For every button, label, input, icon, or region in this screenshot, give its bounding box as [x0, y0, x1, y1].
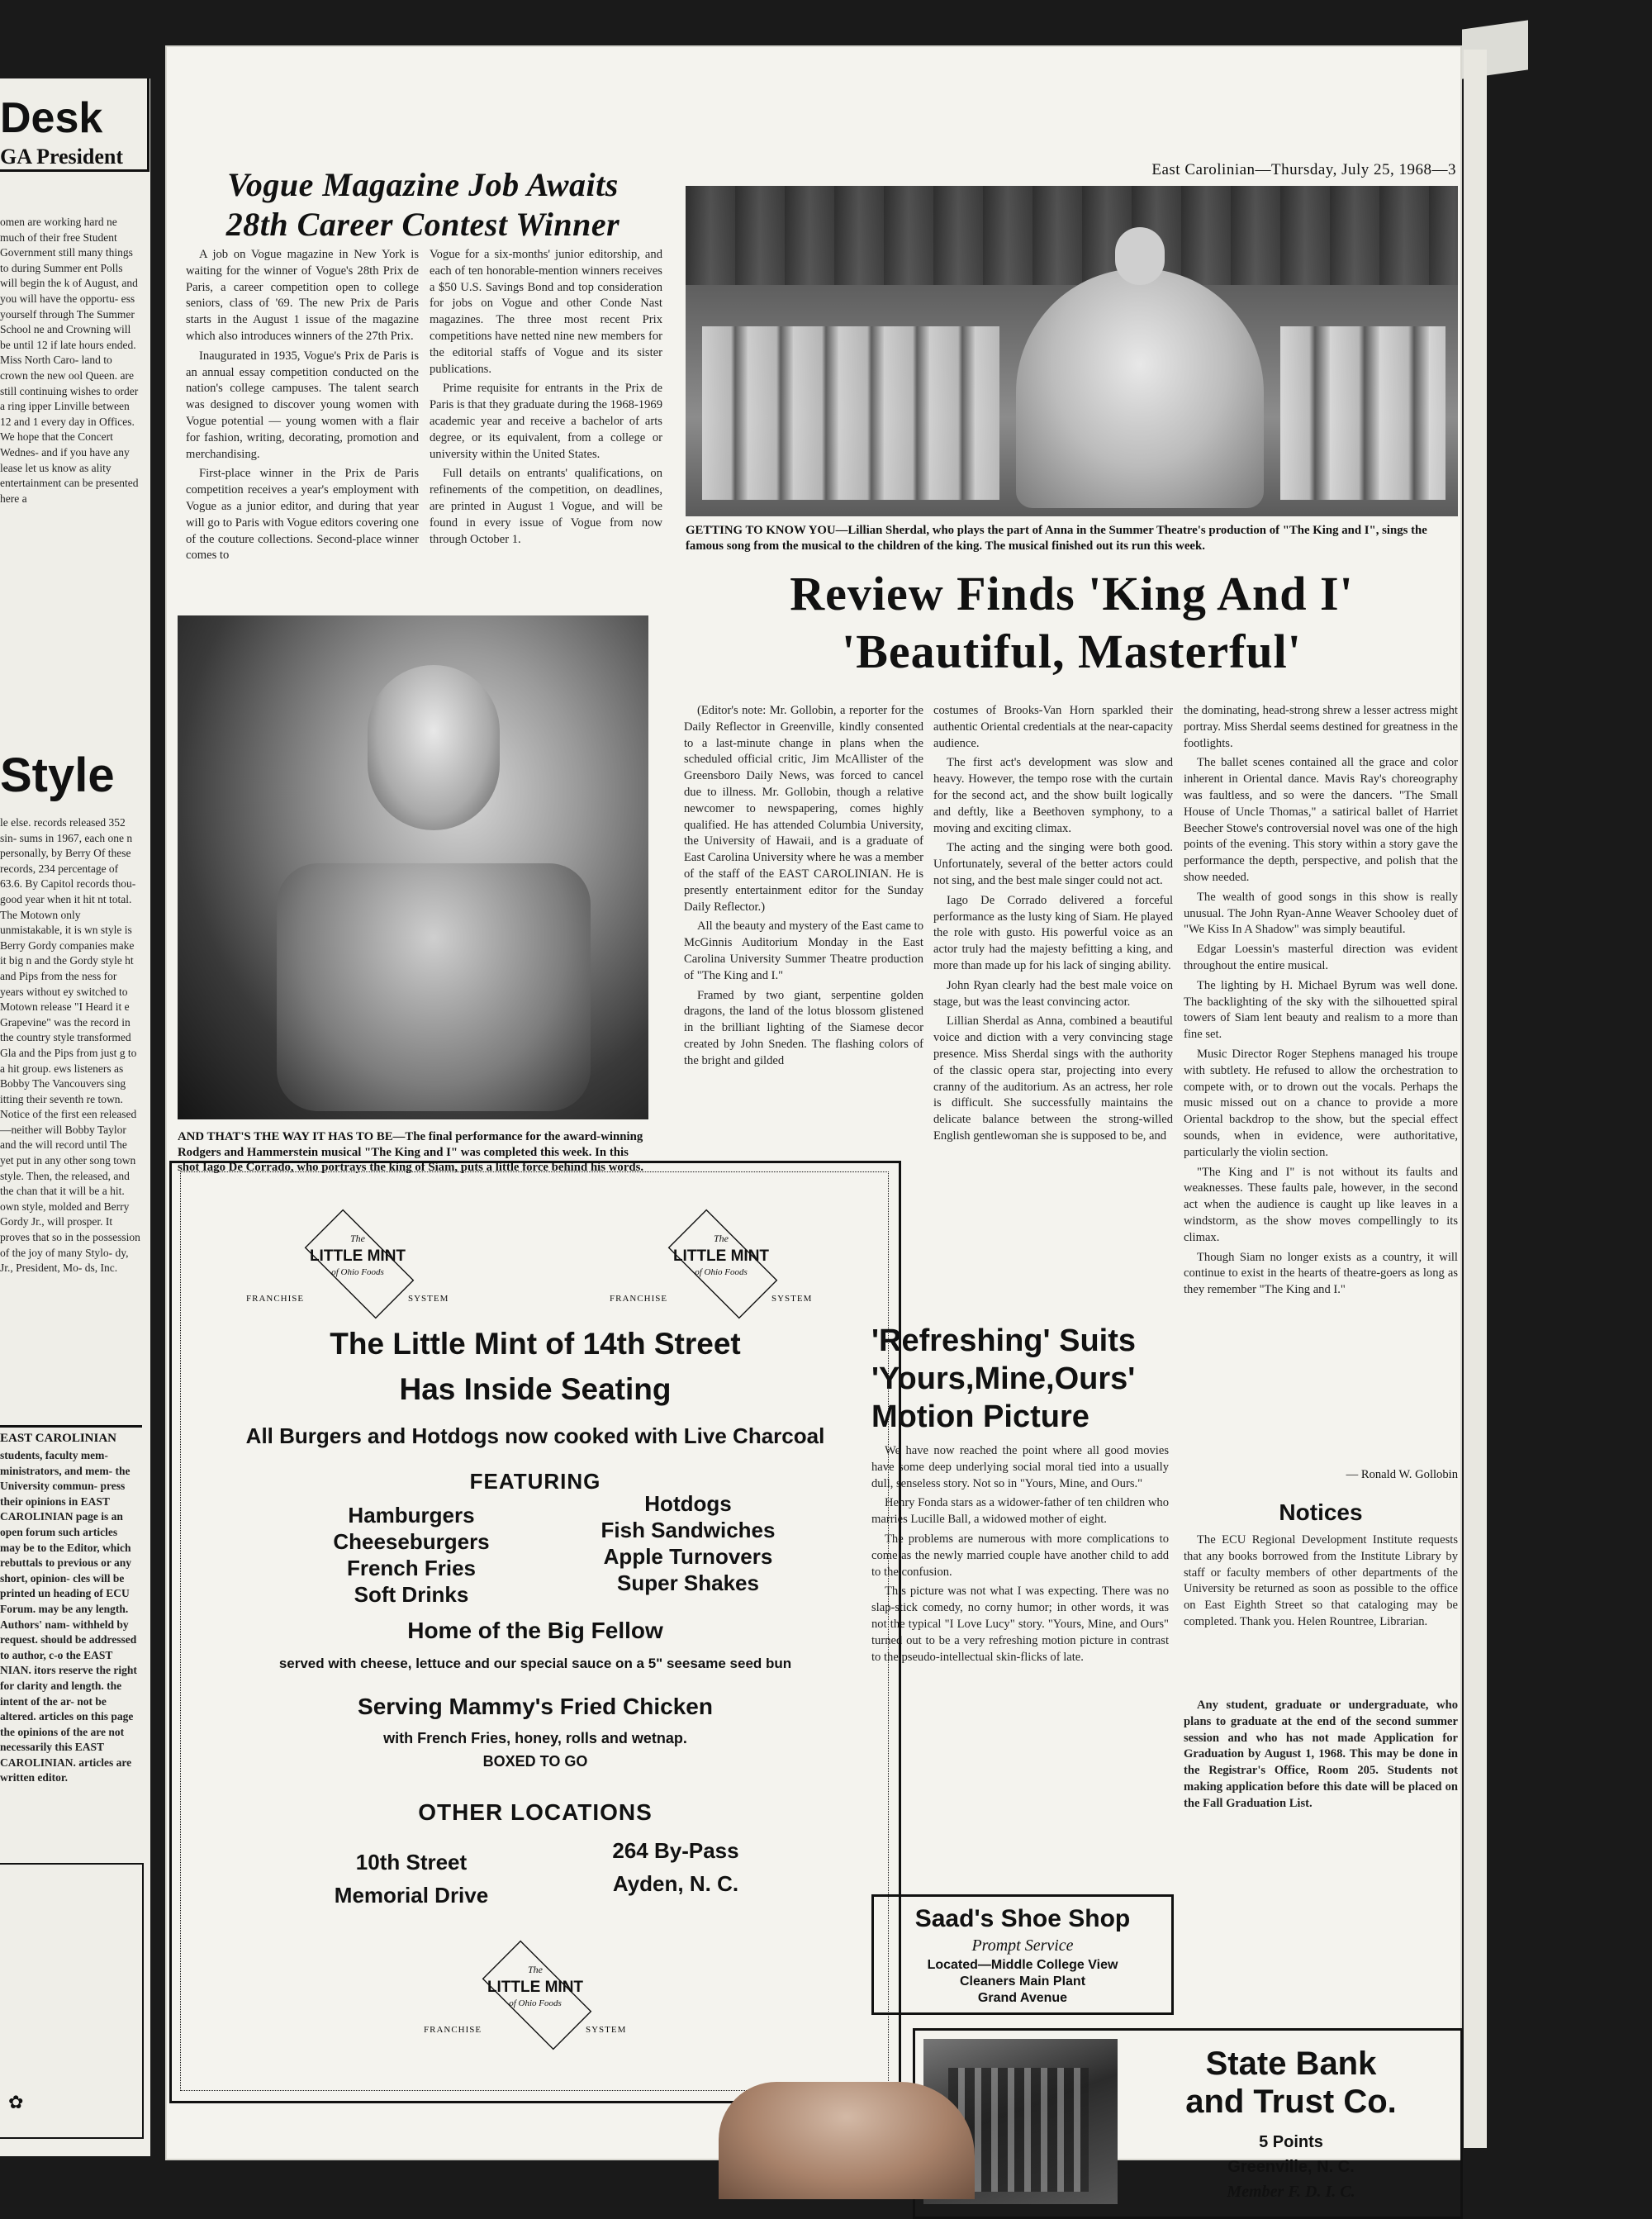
- previous-page-strip: [0, 78, 150, 2156]
- little-mint-logo-1: [246, 1221, 469, 1312]
- left-divider: [0, 1425, 142, 1428]
- paragraph: Iago De Corrado delivered a forceful performance as the lusty king of Siam. He played the role with gusto. His powerful voice as an actor truly had the majesty befitting a king, and more than made up for his lack of singing ability.: [933, 893, 1173, 972]
- location-item: Memorial Drive: [334, 1883, 489, 1908]
- logo-name: LITTLE MINT: [309, 1247, 406, 1265]
- little-mint-ad: [169, 1161, 901, 2103]
- mint-served: served with cheese, lettuce and our special sauce on a 5" seesame seed bun: [278, 1656, 792, 1671]
- mint-chicken-sub: with French Fries, honey, rolls and wetnap.: [383, 1730, 687, 1746]
- paragraph: The problems are numerous with more complications to come as the newly married couple have another child to add to the confusion.: [871, 1532, 1169, 1579]
- menu-item: Hamburgers: [348, 1503, 475, 1528]
- paragraph: costumes of Brooks-Van Horn sparkled their authentic Oriental credentials at the near-capacity audience.: [933, 704, 1173, 750]
- vogue-col-1: [186, 247, 419, 637]
- left-col-c: students, faculty mem- ministrators, and mem- the University commun- press their opinions in EAST CAROLINIAN page is an open forum such articles may be to the Editor, which rebuttals to previous or any short, opinion- cles will be printed un heading of ECU Forum. may be any length. Authors' nam- withheld by request. should be addressed to author, c-o the EAST NIAN. itors reserve the right for clarity and length. the intent of the ar- not be altered. articles on this page the opinions of the are not necessarily this EAST CAROLINIAN. articles are written editor.: [0, 1449, 137, 1784]
- photo-king-of-siam: [178, 615, 648, 1119]
- paragraph: Any student, graduate or undergraduate, who plans to graduate at the end of the second summer session and who has not made Application for Graduation by August 1, 1968. This may be done in the Registrar's Office, Room 205. Students not making application before this date will be placed on the Fall Graduation List.: [1184, 1699, 1458, 1810]
- review-headline-2: 'Beautiful, Masterful': [842, 625, 1302, 678]
- left-ad-box: [0, 1863, 144, 2139]
- paragraph: John Ryan clearly had the best male voice on stage, but was the least convincing actor.: [933, 978, 1173, 1009]
- movie-body: [871, 1443, 1169, 1889]
- movie-headline-1: 'Refreshing' Suits: [871, 1323, 1137, 1358]
- logo-system: SYSTEM: [408, 1294, 449, 1304]
- bank-name-2: and Trust Co.: [1185, 2084, 1397, 2120]
- caption-text: —The final performance for the award-winning Rodgers and Hammerstein musical "The King and I" was completed this week. In this shot Iago De Corrado, who portrays the king of Siam, puts a little force behind his words.: [178, 1130, 644, 1174]
- left-col-b: le else. records released 352 sin- sums in 1967, each one n personally, by Berry Of these records, 234 percentage of 63.6. By Capitol records thou- good year when it hit nt total. The Motown only unmistakable, it is wn style is Berry Gordy companies make it big n and the Gordy style ht and Pips from the ness for years without ey switched to Motown release "I Heard it e Grapevine" was the record in the country style transformed Gla and the Pips from just g to a hit group. ews listeners as Bobby The Vancouvers sing itting their seventh re town. Notice of the first een released—neither will Bobby Taylor and the will record until The yet put in any other song town style. Then, the released, and the chan that it will be a hit. own style, molded and Berry Gordy Jr., will prosper. It proves that so in the possession of the joy of many Stylo- dy, Jr., President, Mo- ds, Inc.: [0, 816, 140, 1275]
- movie-headline-2: 'Yours,Mine,Ours': [871, 1361, 1136, 1396]
- paragraph: A job on Vogue magazine in New York is waiting for the winner of Vogue's 28th Prix de Paris, a career competition open to college seniors, class of '69. The new Prix de Paris starts in the August 1 issue of the magazine which also introduces winners of the 27th Prix.: [186, 248, 419, 343]
- menu-item: Cheeseburgers: [333, 1529, 490, 1554]
- saads-tagline: Prompt Service: [971, 1936, 1074, 1955]
- paragraph: The acting and the singing were both good. Unfortunately, several of the better actors could not sing, and the best male singer could not act.: [933, 841, 1173, 887]
- review-col-2: [933, 703, 1173, 1316]
- newspaper-page: [165, 45, 1462, 2201]
- paragraph: "The King and I" is not without its faults and weaknesses. These faults pale, however, in the second act when the audience is caught up like leaves in a windstorm, as the show moves compellingly to its climax.: [1184, 1165, 1458, 1244]
- anna-gown: [1016, 268, 1264, 508]
- caption-lead: AND THAT'S THE WAY IT HAS TO BE: [178, 1130, 393, 1143]
- mint-charcoal: All Burgers and Hotdogs now cooked with Live Charcoal: [245, 1423, 825, 1448]
- paragraph: Edgar Loessin's masterful direction was evident throughout the entire musical.: [1184, 943, 1458, 972]
- paragraph: Henry Fonda stars as a widower-father of ten children who marries Lucille Ball, a widowed mother of eight.: [871, 1496, 1169, 1527]
- mint-items-right: [564, 1490, 812, 1596]
- little-mint-logo-2: [610, 1221, 833, 1312]
- paragraph: Inaugurated in 1935, Vogue's Prix de Paris is an annual essay competition conducted on the nation's college campuses. The talent search was designed to discover young women with Vogue potential — young women with a flair for fashion, writing, decorating, promotion and merchandising.: [186, 349, 419, 461]
- desk-box: [0, 78, 150, 172]
- caption-lead: GETTING TO KNOW YOU: [686, 524, 836, 537]
- mint-chicken: Serving Mammy's Fried Chicken: [358, 1694, 713, 1719]
- children-left: [702, 326, 999, 500]
- movie-headline-3: Motion Picture: [871, 1399, 1089, 1434]
- paragraph: Though Siam no longer exists as a country, it will continue to exist in the hearts of theatre-goers as long as they remember "The King and I.": [1184, 1250, 1458, 1297]
- logo-sub: of Ohio Foods: [509, 1998, 562, 2008]
- paragraph: Prime requisite for entrants in the Prix de Paris is that they graduate during the 1968-1969 academic year and receive a bachelor of arts degree, or its equivalent, from a college or university within the United States.: [430, 382, 662, 461]
- bank-member: Member F. D. I. C.: [1227, 2183, 1355, 2201]
- saads-line3: Grand Avenue: [977, 1991, 1068, 2005]
- folio-line: East Carolinian—Thursday, July 25, 1968—3: [1151, 161, 1456, 178]
- paragraph: Music Director Roger Stephens managed his troupe with subtlety. He refused to allow the orchestration to compete with, or to drown out the vocals. Perhaps the music missed out on a chance to provide a more Oriental backdrop to the show, but the special effect sounds, when in evidence, were authoritative, particularly the violin section.: [1184, 1047, 1458, 1159]
- paragraph: All the beauty and mystery of the East came to McGinnis Auditorium Monday in the East Carolina University Summer Theatre production of "The King and I.": [684, 919, 923, 982]
- paragraph: Framed by two giant, serpentine golden dragons, the land of the lotus blossom glistened in the brilliant lighting of the Siamese decor created by John Sneden. The flashing colors of the bright and gilded: [684, 988, 923, 1067]
- review-col-1: [684, 703, 923, 1233]
- saads-line2: Cleaners Main Plant: [959, 1974, 1086, 1989]
- location-item: 10th Street: [355, 1850, 468, 1875]
- mint-title-1: The Little Mint of 14th Street: [330, 1327, 741, 1361]
- location-item: Ayden, N. C.: [612, 1871, 739, 1896]
- paragraph: The first act's development was slow and heavy. However, the tempo rose with the curtain for the second act, and the show built logically and deftly, like a Beethoven symphony, to a moving and exciting climax.: [933, 756, 1173, 835]
- desk-sub: GA President: [0, 145, 124, 169]
- bank-loc-2: Greenville, N. C.: [1227, 2158, 1355, 2176]
- children-right: [1280, 326, 1446, 500]
- logo-franchise: FRANCHISE: [424, 2025, 482, 2035]
- logo-the: The: [528, 1964, 543, 1975]
- paragraph: We have now reached the point where all good movies have some deep underlying social moral tied into a usually dull, senseless story. Not so in "Yours, Mine, and Ours.": [871, 1444, 1169, 1490]
- bank-ad: [913, 2028, 1463, 2219]
- bank-name-1: State Bank: [1205, 2046, 1377, 2082]
- photo-king-and-i-children: [686, 186, 1458, 516]
- logo-franchise: FRANCHISE: [246, 1294, 305, 1304]
- stage-backdrop: [686, 186, 1458, 285]
- paragraph: Full details on entrants' qualifications, on refinements of the competition, on deadlines, are printed in August 1 Vogue, and will be found in every issue of Vogue from now through October 1.: [430, 467, 662, 546]
- anna-figure: [1115, 227, 1165, 285]
- caption-text: —Lillian Sherdal, who plays the part of Anna in the Summer Theatre's production of "The King and I", sings the famous song from the musical to the children of the king. The musical finished out its run this week.: [686, 524, 1427, 553]
- logo-name: LITTLE MINT: [487, 1979, 584, 1996]
- menu-item: Hotdogs: [644, 1491, 732, 1516]
- mint-big-fellow: Home of the Big Fellow: [407, 1618, 663, 1643]
- bank-loc-1: 5 Points: [1259, 2133, 1323, 2151]
- king-robe: [277, 863, 591, 1111]
- saads-ad: [871, 1894, 1174, 2015]
- menu-item: Soft Drinks: [354, 1582, 469, 1607]
- review-byline: — Ronald W. Gollobin: [1346, 1468, 1458, 1481]
- paragraph: This picture was not what I was expecting. There was no slap-stick comedy, no corny humor; in other words, it was not the typical "I Love Lucy" story. "Yours, Mine, and Ours" turned out to be a very refreshing motion picture in contrast to the pseudo-intellectual skin-flicks of late.: [871, 1585, 1169, 1664]
- mint-featuring: FEATURING: [469, 1469, 601, 1494]
- mint-other-locations: OTHER LOCATIONS: [418, 1799, 653, 1825]
- ornament-icon: ✿: [8, 2092, 24, 2112]
- vogue-headline-1: Vogue Magazine Job Awaits: [227, 166, 619, 203]
- paragraph: the dominating, head-strong shrew a lesser actress might portray. Miss Sherdal seems destined for greatness in the footlights.: [1184, 704, 1458, 750]
- mint-boxed: BOXED TO GO: [482, 1753, 588, 1770]
- menu-item: Super Shakes: [617, 1570, 759, 1595]
- logo-sub: of Ohio Foods: [331, 1267, 384, 1277]
- notices-p1: [1184, 1532, 1458, 1694]
- paragraph: The ballet scenes contained all the grace and color inherent in Oriental dance. Mavis Ray's choreography was faultless, and so were the dancers. "The Small House of Uncle Thomas," a satirical ballet of Harriet Beecher Stowe's controversial novel was one of the high points of the evening. This story within a story gave the performance the depth, perspective, and polish that the show needed.: [1184, 756, 1458, 884]
- location-item: 264 By-Pass: [612, 1838, 739, 1863]
- vogue-col-2: [430, 247, 662, 637]
- logo-the: The: [714, 1233, 729, 1244]
- mint-items-left: [296, 1502, 527, 1608]
- review-col-3: [1184, 703, 1458, 1463]
- vogue-headline-2: 28th Career Contest Winner: [225, 206, 620, 243]
- logo-sub: of Ohio Foods: [695, 1267, 748, 1277]
- notices-heading: Notices: [1279, 1499, 1363, 1525]
- king-face: [368, 665, 500, 830]
- paragraph: Lillian Sherdal as Anna, combined a beautiful voice and diction with a very convincing stage presence. Miss Sherdal sings with the authority of the classic opera star, projecting into every cranny of the auditorium. As an actress, her role is difficult. She successfully maintains the delicate balance between the strong-willed English gentlewoman she is supposed to be, and: [933, 1014, 1173, 1143]
- left-col-a: omen are working hard ne much of their free Student Government still many things to during Summer ent Polls will begin the k of August, and you will have the opportu- ess yourself through The Summer School ne and Crowning will be until 12 if late hours ended. Miss North Caro- land to crown the new ool Queen. are still continuing wishes to order a ring ipper Linville between 12 and 1 every day in Offices. We hope that the Concert Wednes- and if you have any lease let us know as ality entertainment can be presented here a: [0, 216, 139, 505]
- paragraph: The ECU Regional Development Institute requests that any books borrowed from the Institute Library by staff or faculty members of other departments of the University be returned as soon as possible to the office on East Eighth Street so that cataloging may be completed. Thank you. Helen Rountree, Librarian.: [1184, 1533, 1458, 1628]
- mint-locations-left: [287, 1846, 535, 1912]
- logo-the: The: [350, 1233, 365, 1244]
- logo-system: SYSTEM: [586, 2025, 627, 2035]
- paragraph: The wealth of good songs in this show is really unusual. The John Ryan-Anne Weaver Schooley duet of "We Kiss In A Shadow" was simply beautiful.: [1184, 890, 1458, 937]
- paragraph: Vogue for a six-months' junior editorship, and each of ten honorable-mention winners receives a $50 U.S. Savings Bond and top consideration for jobs on Vogue and other Conde Nast magazines. The three most recent Prix competitions have netted nine new members for the editorial staffs of Vogue and its sister publications.: [430, 248, 662, 376]
- saads-line1: Located—Middle College View: [927, 1958, 1118, 1972]
- page-edge: [1464, 50, 1487, 2148]
- logo-system: SYSTEM: [771, 1294, 813, 1304]
- saads-title: Saad's Shoe Shop: [914, 1905, 1131, 1932]
- review-headline-1: Review Finds 'King And I': [790, 567, 1354, 620]
- logo-name: LITTLE MINT: [672, 1247, 770, 1265]
- logo-franchise: FRANCHISE: [610, 1294, 668, 1304]
- style-heading: Style: [0, 748, 115, 802]
- mint-title-2: Has Inside Seating: [399, 1372, 672, 1406]
- left-col-c-head: EAST CAROLINIAN: [0, 1432, 117, 1445]
- paragraph: The lighting by H. Michael Byrum was well done. The backlighting of the sky with the silhouetted spiral towers of Siam lent beauty and realism to a more than fine set.: [1184, 978, 1458, 1042]
- paragraph: First-place winner in the Prix de Paris competition receives a year's employment with Vogue as a junior editor, and during that year will go to Paris with Vogue editors covering one of the couture collections. Second-place winner comes to: [186, 467, 419, 563]
- little-mint-logo-3: [424, 1952, 647, 2043]
- paragraph: (Editor's note: Mr. Gollobin, a reporter for the Daily Reflector in Greenville, kindly consented to a last-minute change in plans when the scheduled official critic, Jim McAllister of the Greensboro Daily News, was forced to cancel due to illness. Mr. Gollobin, though a relative newcomer to newspapering, comes highly qualified. He has attended Columbia University, the University of Hawaii, and is a graduate of East Carolina University where he was a member of the staff of the EAST CAROLINIAN. He is presently entertainment editor for the Sunday Daily Reflector.): [684, 704, 923, 914]
- menu-item: Apple Turnovers: [603, 1544, 773, 1569]
- mint-locations-right: [552, 1834, 800, 1900]
- notices-p2: [1184, 1698, 1458, 1875]
- desk-heading: Desk: [0, 94, 103, 142]
- menu-item: Fish Sandwiches: [601, 1518, 776, 1542]
- photo-top-caption: [686, 523, 1458, 554]
- menu-item: French Fries: [346, 1556, 477, 1580]
- hand-thumb: [719, 2082, 975, 2199]
